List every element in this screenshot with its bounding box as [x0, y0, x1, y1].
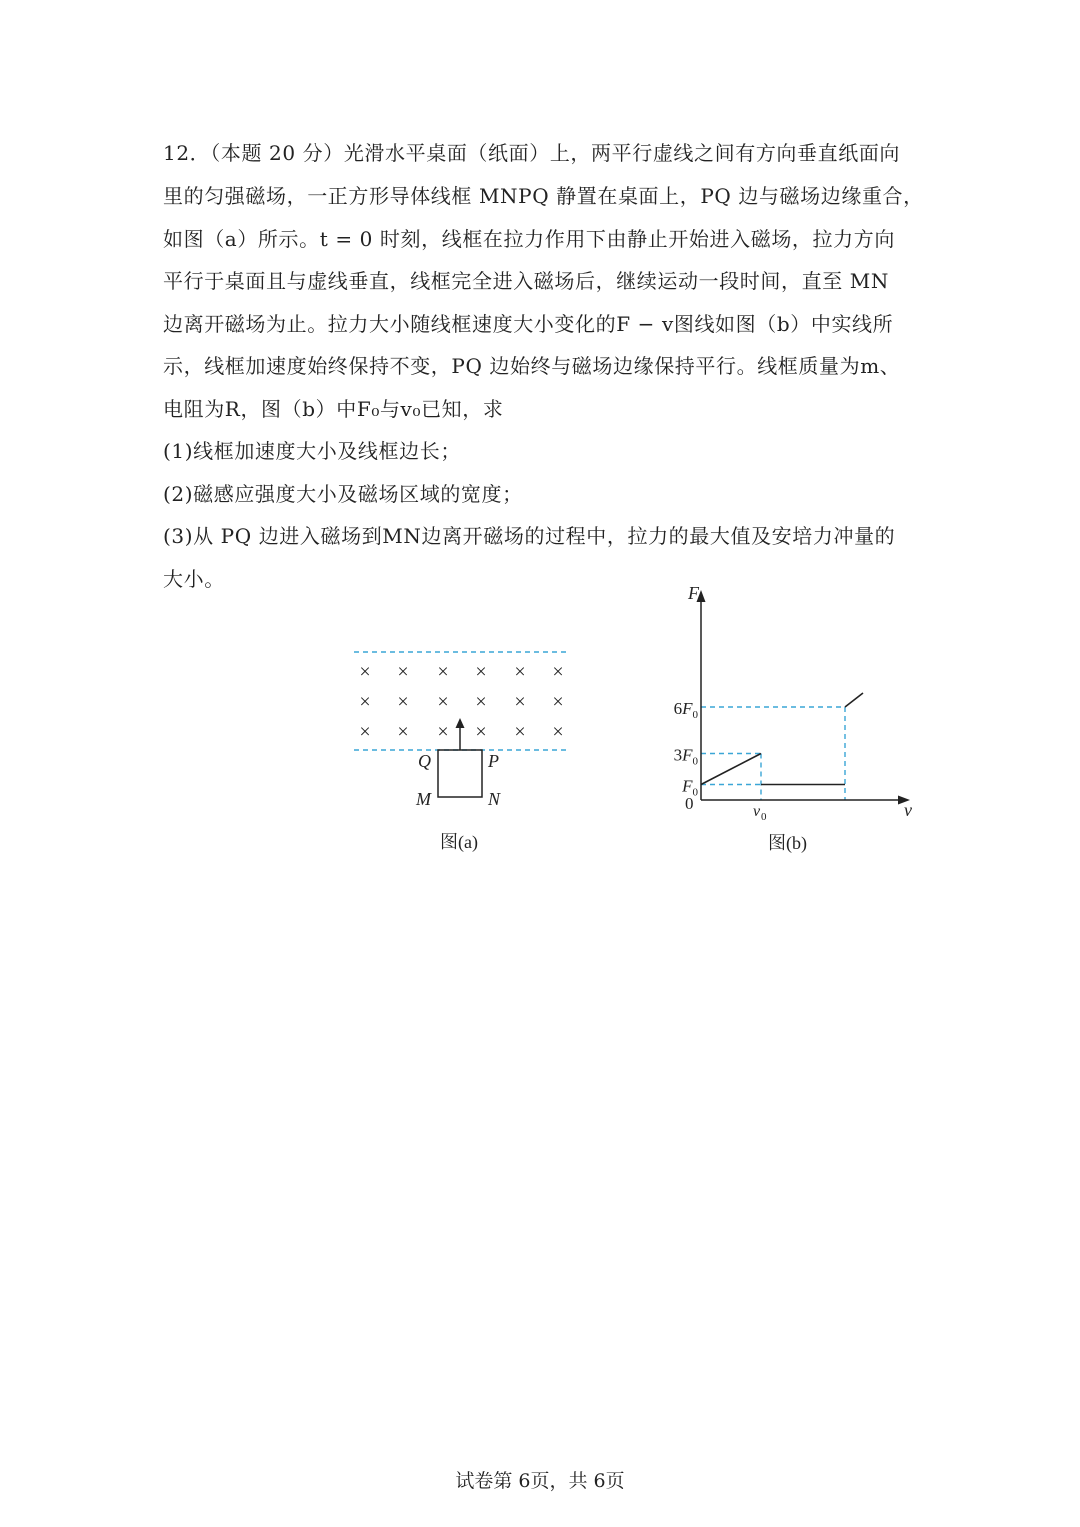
curve-segment-1 [701, 754, 761, 785]
field-cross-symbol: × [359, 721, 371, 743]
label-q: Q [418, 751, 431, 771]
figure-b-chart [660, 575, 930, 860]
question-line-3: 如图（a）所示。t = 0 时刻，线框在拉力作用下由静止开始进入磁场，拉力方向 [163, 227, 895, 251]
question-line-6: 示，线框加速度始终保持不变，PQ 边始终与磁场边缘保持平行。线框质量为m、 [163, 354, 901, 378]
question-line-5: 边离开磁场为止。拉力大小随线框速度大小变化的F − v图线如图（b）中实线所 [163, 312, 894, 336]
x-tick-sub: 0 [761, 811, 767, 823]
label-m: M [416, 789, 431, 809]
y-tick-labels [674, 699, 699, 799]
field-cross-symbol: × [437, 661, 449, 683]
field-cross-symbol: × [514, 661, 526, 683]
curve-segment-3 [845, 693, 863, 707]
force-arrow-head [456, 718, 465, 728]
x-axis-label: v [904, 800, 912, 820]
figure-b-caption: 图(b) [768, 833, 807, 853]
question-part-2: (2)磁感应强度大小及磁场区域的宽度； [163, 482, 523, 506]
field-cross-symbol: × [552, 721, 564, 743]
field-cross-symbol: × [552, 691, 564, 713]
field-cross-symbol: × [437, 721, 449, 743]
question-line-1: 12．（本题 20 分）光滑水平桌面（纸面）上，两平行虚线之间有方向垂直纸面向 [163, 141, 901, 165]
field-cross-symbol: × [552, 661, 564, 683]
field-cross-symbol: × [397, 691, 409, 713]
dashed-guides [701, 707, 845, 800]
field-cross-symbol: × [397, 661, 409, 683]
label-p: P [488, 751, 499, 771]
label-n: N [488, 789, 501, 809]
y-tick-label: $F_0$ [682, 776, 698, 799]
field-cross-symbol: × [359, 691, 371, 713]
y-axis-label: F [688, 583, 699, 603]
field-cross-symbol: × [359, 661, 371, 683]
page-footer: 试卷第 6页，共 6页 [455, 1470, 625, 1492]
magnetic-field-crosses [359, 661, 563, 743]
y-tick-label: $6F_0$ [673, 699, 698, 721]
square-coil [438, 750, 482, 797]
field-cross-symbol: × [514, 721, 526, 743]
field-cross-symbol: × [475, 691, 487, 713]
field-cross-symbol: × [475, 721, 487, 743]
field-cross-symbol: × [397, 721, 409, 743]
origin-label: 0 [685, 794, 694, 813]
field-cross-symbol: × [475, 661, 487, 683]
field-cross-symbol: × [437, 691, 449, 713]
x-tick-label-v0 [753, 803, 767, 823]
question-line-2: 里的匀强磁场，一正方形导体线框 MNPQ 静置在桌面上，PQ 边与磁场边缘重合， [163, 184, 924, 208]
question-line-7: 电阻为R，图（b）中F₀与v₀已知，求 [163, 397, 504, 421]
y-tick-label: $3F_0$ [673, 745, 698, 768]
x-tick-v: v [753, 803, 761, 820]
question-part-3: (3)从 PQ 边进入磁场到MN边离开磁场的过程中，拉力的最大值及安培力冲量的 [163, 524, 896, 548]
question-part-3-cont: 大小。 [163, 567, 225, 591]
figure-a-caption: 图(a) [440, 832, 478, 852]
question-line-4: 平行于桌面且与虚线垂直，线框完全进入磁场后，继续运动一段时间，直至 MN [163, 269, 889, 293]
question-part-1: (1)线框加速度大小及线框边长； [163, 439, 461, 463]
figure-a-diagram [350, 640, 580, 860]
field-cross-symbol: × [514, 691, 526, 713]
